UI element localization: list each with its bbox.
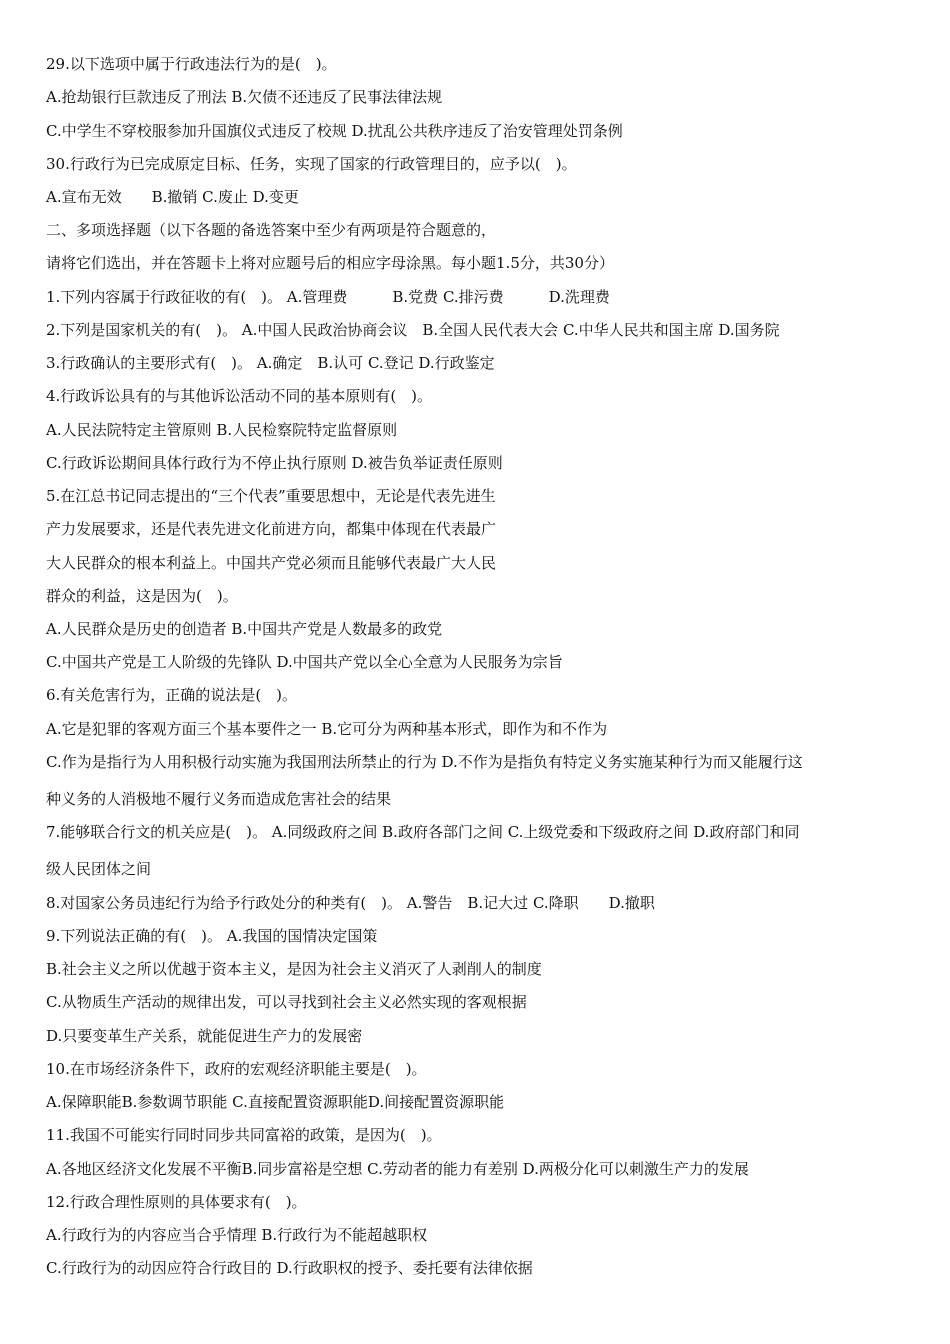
mc-question-10-stem: 10.在市场经济条件下，政府的宏观经济职能主要是( )。: [46, 1060, 427, 1078]
section-2-heading: 二、多项选择题（以下各题的备选答案中至少有两项是符合题意的，: [46, 221, 497, 239]
mc-question-4-stem: 4.行政诉讼具有的与其他诉讼活动不同的基本原则有( )。: [46, 387, 433, 405]
mc-question-5-options-ab: A.人民群众是历史的创造者 B.中国共产党是人数最多的政党: [46, 620, 443, 638]
question-29-stem: 29.以下选项中属于行政违法行为的是( )。: [46, 55, 337, 73]
mc-question-6-options-cd-cont: 种义务的人消极地不履行义务而造成危害社会的结果: [46, 790, 392, 808]
mc-question-4-options-ab: A.人民法院特定主管原则 B.人民检察院特定监督原则: [46, 421, 398, 439]
mc-question-5-stem-line-4: 群众的利益，这是因为( )。: [46, 587, 238, 605]
mc-question-12-options-cd: C.行政行为的动因应符合行政目的 D.行政职权的授予、委托要有法律依据: [46, 1259, 533, 1277]
mc-question-4-options-cd: C.行政诉讼期间具体行政行为不停止执行原则 D.被告负举证责任原则: [46, 454, 503, 472]
mc-question-6-stem: 6.有关危害行为，正确的说法是( )。: [46, 686, 298, 704]
section-2-instructions: 请将它们选出，并在答题卡上将对应题号后的相应字母涂黑。每小题1.5分，共30分）: [46, 254, 614, 272]
mc-question-5-options-cd: C.中国共产党是工人阶级的先锋队 D.中国共产党以全心全意为人民服务为宗旨: [46, 653, 563, 671]
mc-question-9-option-d: D.只要变革生产关系，就能促进生产力的发展密: [46, 1027, 363, 1045]
question-30-options: A.宣布无效 B.撤销 C.废止 D.变更: [46, 188, 299, 206]
mc-question-8: 8.对国家公务员违纪行为给予行政处分的种类有( )。 A.警告 B.记大过 C.降职 D.撤职: [46, 894, 655, 912]
mc-question-9-option-b: B.社会主义之所以优越于资本主义，是因为社会主义消灭了人剥削人的制度: [46, 960, 542, 978]
mc-question-3: 3.行政确认的主要形式有( )。 A.确定 B.认可 C.登记 D.行政鉴定: [46, 354, 495, 372]
mc-question-5-stem-line-1: 5.在江总书记同志提出的“三个代表”重要思想中，无论是代表先进生: [46, 487, 496, 505]
mc-question-11-stem: 11.我国不可能实行同时同步共同富裕的政策，是因为( )。: [46, 1126, 442, 1144]
question-29-options-ab: A.抢劫银行巨款违反了刑法 B.欠债不还违反了民事法律法规: [46, 88, 443, 106]
mc-question-5-stem-line-3: 大人民群众的根本利益上。中国共产党必须而且能够代表最广大人民: [46, 554, 497, 572]
mc-question-9-option-c: C.从物质生产活动的规律出发，可以寻找到社会主义必然实现的客观根据: [46, 993, 527, 1011]
mc-question-12-stem: 12.行政合理性原则的具体要求有( )。: [46, 1193, 307, 1211]
mc-question-7-cont: 级人民团体之间: [46, 860, 152, 878]
question-30-stem: 30.行政行为已完成原定目标、任务，实现了国家的行政管理目的，应予以( )。: [46, 155, 577, 173]
mc-question-6-options-ab: A.它是犯罪的客观方面三个基本要件之一 B.它可分为两种基本形式，即作为和不作为: [46, 720, 608, 738]
mc-question-11-options: A.各地区经济文化发展不平衡B.同步富裕是空想 C.劳动者的能力有差别 D.两极分化可以刺激生产力的发展: [46, 1160, 749, 1178]
mc-question-7: 7.能够联合行文的机关应是( )。 A.同级政府之间 B.政府各部门之间 C.上级党委和下级政府之间 D.政府部门和同: [46, 823, 800, 841]
mc-question-2: 2.下列是国家机关的有( )。 A.中国人民政治协商会议 B.全国人民代表大会 C.中华人民共和国主席 D.国务院: [46, 321, 780, 339]
mc-question-1: 1.下列内容属于行政征收的有( )。 A.管理费 B.党费 C.排污费 D.洗理费: [46, 288, 610, 306]
mc-question-5-stem-line-2: 产力发展要求，还是代表先进文化前进方向，都集中体现在代表最广: [46, 520, 497, 538]
mc-question-6-options-cd: C.作为是指行为人用积极行动实施为我国刑法所禁止的行为 D.不作为是指负有特定义务实施某种行为而又能履行这: [46, 753, 803, 771]
mc-question-10-options: A.保障职能B.参数调节职能 C.直接配置资源职能D.间接配置资源职能: [46, 1093, 505, 1111]
mc-question-9-stem: 9.下列说法正确的有( )。 A.我国的国情决定国策: [46, 927, 378, 945]
question-29-options-cd: C.中学生不穿校服参加升国旗仪式违反了校规 D.扰乱公共秩序违反了治安管理处罚条例: [46, 122, 623, 140]
mc-question-12-options-ab: A.行政行为的内容应当合乎情理 B.行政行为不能超越职权: [46, 1226, 428, 1244]
